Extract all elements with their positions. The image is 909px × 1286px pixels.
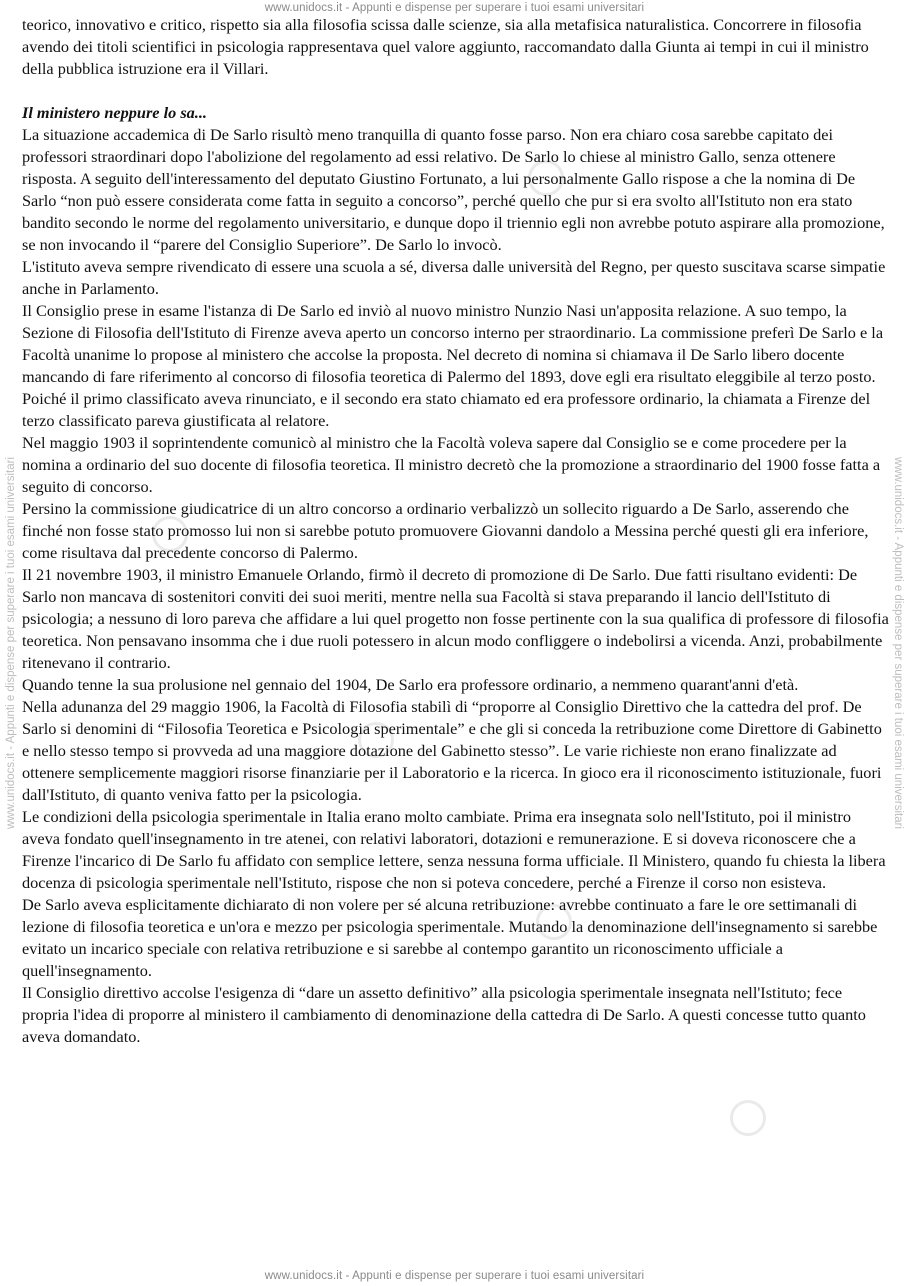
watermark-logo-icon	[730, 1100, 766, 1136]
paragraph: Quando tenne la sua prolusione nel gennaio del 1904, De Sarlo era professore ordinario, a nemmeno quarant'anni d'età.	[22, 675, 799, 694]
paragraph-intro: teorico, innovativo e critico, rispetto sia alla filosofia scissa dalle scienze, sia alla metafisica naturalistica. Concorrere in filosofia avendo dei titoli scientifici in psicologia rappresentava quel valore aggiunto, raccomandato dalla Giunta ai tempi in cui il ministro della pubblica istruzione era il Villari.	[22, 15, 869, 78]
paragraph: Il 21 novembre 1903, il ministro Emanuele Orlando, firmò il decreto di promozione di De Sarlo. Due fatti risultano evidenti: De Sarlo non mancava di sostenitori conviti dei suoi meriti, mentre nella sua Facoltà si stava preparando il lancio dell'Istituto di psicologia; a nessuno di loro pareva che affidare a lui quel progetto non fosse pertinente con la sua qualifica di professore di filosofia teoretica. Non pensavano insomma che i due ruoli potessero in alcun modo confliggere o indebolirsi a vicenda. Anzi, probabilmente ritenevano il contrario.	[22, 565, 889, 672]
paragraph: Le condizioni della psicologia sperimentale in Italia erano molto cambiate. Prima era insegnata solo nell'Istituto, poi il ministro aveva fondato quell'insegnamento in tre atenei, con relativi laboratori, dotazioni e remunerazione. E si doveva riconoscere che a Firenze l'incarico di De Sarlo fu affidato con semplice lettere, senza nessuna forma ufficiale. Il Ministero, quando fu chiesta la libera docenza di psicologia sperimentale nell'Istituto, rispose che non si poteva concedere, perché a Firenze il corso non esisteva.	[22, 807, 886, 892]
paragraph: Nel maggio 1903 il soprintendente comunicò al ministro che la Facoltà voleva sapere dal Consiglio se e come procedere per la nomina a ordinario del suo docente di filosofia teoretica. Il ministro decretò che la promozione a straordinario del 1900 fosse fatta a seguito di concorso.	[22, 433, 881, 496]
document-body	[22, 14, 890, 1048]
paragraph: Persino la commissione giudicatrice di un altro concorso a ordinario verbalizzò un sollecito riguardo a De Sarlo, asserendo che finché non fosse stato promosso lui non si sarebbe potuto promuovere Giovanni dandolo a Messina perché questi gli era inferiore, come risultava dal precedente concorso di Palermo.	[22, 499, 869, 562]
paragraph: De Sarlo aveva esplicitamente dichiarato di non volere per sé alcuna retribuzione: avrebbe continuato a fare le ore settimanali di lezione di filosofia teoretica e un'ora e mezzo per psicologia sperimentale. Mutando la denominazione dell'insegnamento si sarebbe evitato un incarico speciale con relativa retribuzione e si sarebbe al contempo garantito un riconoscimento ufficiale a quell'insegnamento.	[22, 895, 878, 980]
section-heading: Il ministero neppure lo sa...	[22, 103, 208, 122]
watermark-left: www.unidocs.it - Appunti e dispense per superare i tuoi esami universitari	[5, 456, 17, 830]
watermark-right: www.unidocs.it - Appunti e dispense per superare i tuoi esami universitari	[892, 456, 904, 830]
paragraph: Il Consiglio direttivo accolse l'esigenza di “dare un assetto definitivo” alla psicologia sperimentale insegnata nell'Istituto; fece propria l'idea di proporre al ministero il cambiamento di denominazione della cattedra di De Sarlo. A questi concesse tutto quanto aveva domandato.	[22, 983, 866, 1046]
paragraph: La situazione accademica di De Sarlo risultò meno tranquilla di quanto fosse parso. Non era chiaro cosa sarebbe capitato dei professori straordinari dopo l'abolizione del regolamento ad essi relativo. De Sarlo lo chiese al ministro Gallo, senza ottenere risposta. A seguito dell'interessamento del deputato Giustino Fortunato, a lui personalmente Gallo rispose a che la nomina di De Sarlo “non può essere considerata come fatta in seguito a concorso”, perché quello che pur si era svolto all'Istituto non era stato bandito secondo le norme del regolamento universitario, e dunque dopo il triennio egli non avrebbe potuto aspirare alla promozione, se non invocando il “parere del Consiglio Superiore”. De Sarlo lo invocò.	[22, 125, 885, 254]
watermark-bottom: www.unidocs.it - Appunti e dispense per superare i tuoi esami universitari	[264, 1270, 645, 1282]
paragraph: L'istituto aveva sempre rivendicato di essere una scuola a sé, diversa dalle università del Regno, per questo suscitava scarse simpatie anche in Parlamento.	[22, 257, 886, 298]
watermark-top: www.unidocs.it - Appunti e dispense per superare i tuoi esami universitari	[264, 2, 645, 14]
paragraph: Il Consiglio prese in esame l'istanza di De Sarlo ed inviò al nuovo ministro Nunzio Nasi un'apposita relazione. A suo tempo, la Sezione di Filosofia dell'Istituto di Firenze aveva aperto un concorso interno per straordinario. La commissione preferì De Sarlo e la Facoltà unanime lo propose al ministero che accolse la proposta. Nel decreto di nomina si chiamava il De Sarlo libero docente mancando di fare riferimento al concorso di filosofia teoretica di Palermo del 1893, dove egli era risultato eleggibile al terzo posto. Poiché il primo classificato aveva rinunciato, e il secondo era stato chiamato ed era professore ordinario, la chiamata a Firenze del terzo classificato pareva giustificata al relatore.	[22, 301, 884, 430]
paragraph: Nella adunanza del 29 maggio 1906, la Facoltà di Filosofia stabilì di “proporre al Consiglio Direttivo che la cattedra del prof. De Sarlo si denomini di “Filosofia Teoretica e Psicologia sperimentale” e che gli si conceda la retribuzione come Direttore di Gabinetto e nello stesso tempo si provveda ad una maggiore dotazione del Gabinetto stesso”. Le varie richieste non erano finalizzate ad ottenere semplicemente maggiori risorse finanziarie per il Laboratorio e la ricerca. In gioco era il riconoscimento istituzionale, fuori dall'Istituto, di quanto veniva fatto per la psicologia.	[22, 697, 882, 804]
